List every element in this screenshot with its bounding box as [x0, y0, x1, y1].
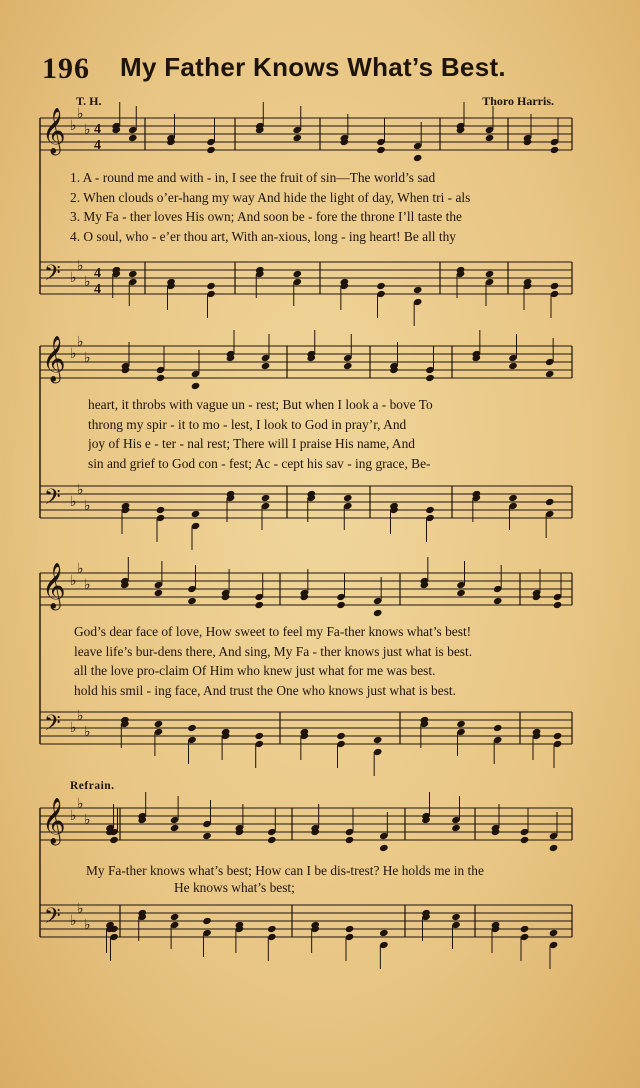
- bass-staff: [40, 712, 572, 776]
- verse-4-line: sin and grief to God con - fest; Ac - cept his sav - ing grace, Be-: [88, 455, 431, 471]
- lyrics-system-1: [70, 168, 575, 246]
- lyricist-credit: T. H.: [76, 94, 102, 108]
- verse-2-line: throng my spir - it to mo - lest, I look to God in pray’r, And: [88, 416, 407, 432]
- verse-2-line: 2. When clouds o’er-hang my way And hide the light of day, When tri - als: [70, 189, 471, 205]
- verse-4-line: hold his smil - ing face, And trust the One who knows just what is best.: [74, 682, 456, 698]
- time-signature-bottom: 4: [94, 138, 101, 153]
- verse-1-line: God’s dear face of love, How sweet to feel my Fa-ther knows what’s best!: [74, 624, 472, 639]
- flat-icon: ♭: [77, 796, 84, 812]
- verse-1-line: 1. A - round me and with - in, I see the fruit of sin—The world’s sad: [70, 170, 436, 185]
- flat-icon: ♭: [84, 577, 91, 593]
- verse-1-line: heart, it throbs with vague un - rest; But when I look a - bove To: [88, 397, 433, 412]
- flat-icon: ♭: [77, 258, 84, 274]
- refrain-bass-line: He knows what’s best;: [174, 880, 295, 895]
- bass-clef-icon: 𝄢: [44, 485, 61, 515]
- flat-icon: ♭: [77, 708, 84, 724]
- flat-icon: ♭: [77, 334, 84, 350]
- lyrics-system-3: [74, 622, 574, 700]
- time-signature-top: 4: [94, 266, 101, 281]
- flat-icon: ♭: [70, 270, 77, 286]
- flat-icon: ♭: [84, 498, 91, 514]
- hymn-number: 196: [42, 52, 90, 85]
- treble-clef-icon: 𝄞: [42, 563, 66, 609]
- bass-clef-icon: 𝄢: [44, 711, 61, 741]
- flat-icon: ♭: [84, 917, 91, 933]
- lyrics-system-2: [88, 395, 568, 473]
- refrain-line: My Fa-ther knows what’s best; How can I be dis-trest? He holds me in the: [86, 863, 484, 878]
- verse-3-line: all the love pro-claim Of Him who knew just what for me was best.: [74, 663, 436, 678]
- composer-credit: Thoro Harris.: [482, 94, 554, 108]
- treble-staff: [40, 102, 572, 162]
- lyrics-refrain: [86, 862, 566, 896]
- bass-staff: [40, 262, 572, 326]
- flat-icon: ♭: [84, 812, 91, 828]
- flat-icon: ♭: [84, 122, 91, 138]
- flat-icon: ♭: [70, 808, 77, 824]
- treble-clef-icon: 𝄞: [42, 336, 66, 382]
- flat-icon: ♭: [70, 494, 77, 510]
- verse-2-line: leave life’s bur-dens there, And sing, My Fa - ther knows just what is best.: [74, 643, 473, 659]
- time-signature-bottom: 4: [94, 282, 101, 297]
- flat-icon: ♭: [77, 482, 84, 498]
- flat-icon: ♭: [70, 346, 77, 362]
- flat-icon: ♭: [70, 118, 77, 134]
- flat-icon: ♭: [84, 350, 91, 366]
- verse-3-line: 3. My Fa - ther loves His own; And soon be - fore the throne I’ll taste the: [70, 209, 462, 224]
- flat-icon: ♭: [77, 106, 84, 122]
- flat-icon: ♭: [70, 573, 77, 589]
- flat-icon: ♭: [84, 724, 91, 740]
- flat-icon: ♭: [70, 720, 77, 736]
- treble-clef-icon: 𝄞: [42, 108, 66, 154]
- bass-clef-icon: 𝄢: [44, 261, 61, 291]
- hymn-title: My Father Knows What’s Best.: [120, 52, 506, 82]
- flat-icon: ♭: [77, 901, 84, 917]
- treble-staff: [40, 557, 572, 617]
- verse-3-line: joy of His e - ter - nal rest; There will I praise His name, And: [88, 436, 415, 451]
- flat-icon: ♭: [70, 913, 77, 929]
- bass-staff: [40, 486, 572, 550]
- flat-icon: ♭: [77, 561, 84, 577]
- treble-staff: [40, 330, 572, 390]
- time-signature-top: 4: [94, 122, 101, 137]
- refrain-label: Refrain.: [70, 780, 115, 792]
- verse-4-line: 4. O soul, who - e’er thou art, With an-xious, long - ing heart! Be all thy: [70, 228, 456, 244]
- bass-clef-icon: 𝄢: [44, 904, 61, 934]
- treble-clef-icon: 𝄞: [42, 798, 66, 844]
- flat-icon: ♭: [84, 274, 91, 290]
